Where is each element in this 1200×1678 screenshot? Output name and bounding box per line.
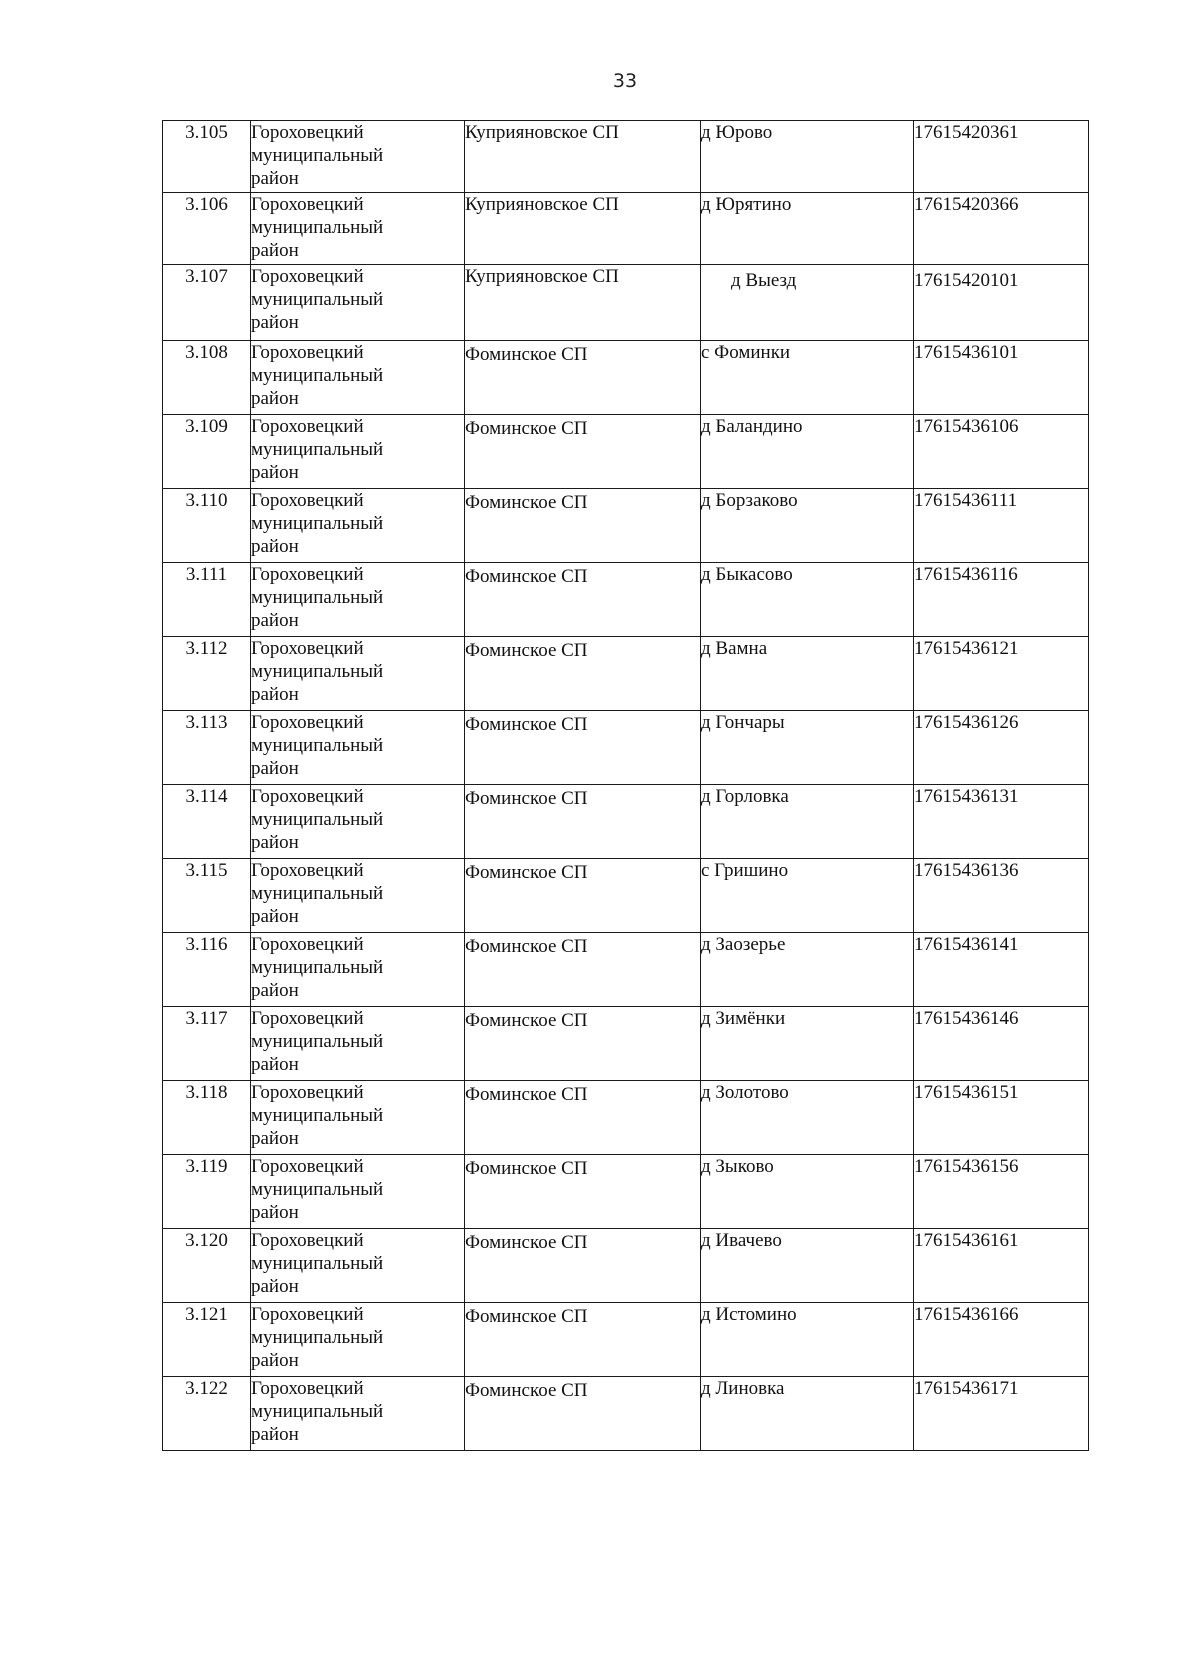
district-line: муниципальный	[251, 1179, 384, 1200]
district-line: Гороховецкий	[251, 1230, 364, 1251]
settlement-cell: Куприяновское СП	[465, 193, 701, 265]
district-line: Гороховецкий	[251, 1008, 364, 1029]
table-row	[163, 341, 1089, 415]
oktmo-code-cell: 17615436106	[914, 415, 1089, 489]
table-row	[163, 1229, 1089, 1303]
settlement-cell: Фоминское СП	[465, 1081, 701, 1155]
district-cell	[251, 1007, 465, 1081]
district-line: муниципальный	[251, 809, 384, 830]
district-cell	[251, 1155, 465, 1229]
row-number-cell: 3.112	[163, 637, 251, 711]
settlement-cell: Фоминское СП	[465, 1155, 701, 1229]
row-number-cell: 3.119	[163, 1155, 251, 1229]
district-cell	[251, 265, 465, 341]
district-line: муниципальный	[251, 513, 384, 534]
district-line: Гороховецкий	[251, 786, 364, 807]
district-line: муниципальный	[251, 1105, 384, 1126]
district-line: район	[251, 1054, 299, 1075]
district-cell	[251, 193, 465, 265]
settlements-table	[162, 120, 1089, 1451]
table-row	[163, 711, 1089, 785]
row-number-cell: 3.116	[163, 933, 251, 1007]
district-line: муниципальный	[251, 217, 384, 238]
table-row	[163, 1081, 1089, 1155]
table-row	[163, 1303, 1089, 1377]
locality-cell: д Юрятино	[701, 193, 914, 265]
locality-cell: с Фоминки	[701, 341, 914, 415]
district-line: район	[251, 684, 299, 705]
oktmo-code-cell: 17615436121	[914, 637, 1089, 711]
locality-cell: д Гончары	[701, 711, 914, 785]
settlement-cell: Фоминское СП	[465, 563, 701, 637]
row-number-cell: 3.122	[163, 1377, 251, 1451]
locality-cell: д Юрово	[701, 121, 914, 193]
district-line: Гороховецкий	[251, 564, 364, 585]
district-cell	[251, 1377, 465, 1451]
district-line: муниципальный	[251, 1253, 384, 1274]
oktmo-code-cell: 17615420361	[914, 121, 1089, 193]
settlement-cell: Фоминское СП	[465, 415, 701, 489]
district-cell	[251, 121, 465, 193]
row-number-cell: 3.114	[163, 785, 251, 859]
district-line: муниципальный	[251, 289, 384, 310]
district-line: район	[251, 388, 299, 409]
oktmo-code-cell: 17615436161	[914, 1229, 1089, 1303]
page-number: 33	[612, 70, 638, 92]
district-line: район	[251, 610, 299, 631]
district-line: Гороховецкий	[251, 1378, 364, 1399]
oktmo-code-cell: 17615420101	[914, 265, 1089, 341]
oktmo-code-cell: 17615436156	[914, 1155, 1089, 1229]
oktmo-code-cell: 17615436146	[914, 1007, 1089, 1081]
oktmo-code-cell: 17615420366	[914, 193, 1089, 265]
district-line: район	[251, 1350, 299, 1371]
district-cell	[251, 415, 465, 489]
district-line: муниципальный	[251, 735, 384, 756]
district-line: район	[251, 462, 299, 483]
district-line: Гороховецкий	[251, 122, 364, 143]
district-cell	[251, 1303, 465, 1377]
district-line: муниципальный	[251, 883, 384, 904]
row-number-cell: 3.115	[163, 859, 251, 933]
settlement-cell: Фоминское СП	[465, 785, 701, 859]
district-line: район	[251, 312, 299, 333]
row-number-cell: 3.121	[163, 1303, 251, 1377]
settlement-cell: Фоминское СП	[465, 859, 701, 933]
locality-cell: д Вамна	[701, 637, 914, 711]
district-line: муниципальный	[251, 145, 384, 166]
table-row	[163, 637, 1089, 711]
district-line: муниципальный	[251, 1031, 384, 1052]
row-number-cell: 3.111	[163, 563, 251, 637]
oktmo-code-cell: 17615436136	[914, 859, 1089, 933]
district-line: Гороховецкий	[251, 1082, 364, 1103]
table-row	[163, 1377, 1089, 1451]
district-line: муниципальный	[251, 1327, 384, 1348]
oktmo-code-cell: 17615436151	[914, 1081, 1089, 1155]
district-line: муниципальный	[251, 1401, 384, 1422]
oktmo-code-cell: 17615436111	[914, 489, 1089, 563]
row-number-cell: 3.120	[163, 1229, 251, 1303]
table-row	[163, 785, 1089, 859]
oktmo-code-cell: 17615436131	[914, 785, 1089, 859]
table-row	[163, 121, 1089, 193]
table-row	[163, 1007, 1089, 1081]
district-line: Гороховецкий	[251, 1304, 364, 1325]
district-line: район	[251, 168, 299, 189]
district-line: Гороховецкий	[251, 1156, 364, 1177]
district-line: Гороховецкий	[251, 934, 364, 955]
district-cell	[251, 341, 465, 415]
settlement-cell: Фоминское СП	[465, 1377, 701, 1451]
oktmo-code-cell: 17615436171	[914, 1377, 1089, 1451]
locality-cell: д Ивачево	[701, 1229, 914, 1303]
locality-cell: д Быкасово	[701, 563, 914, 637]
oktmo-code-cell: 17615436101	[914, 341, 1089, 415]
oktmo-code-cell: 17615436116	[914, 563, 1089, 637]
district-cell	[251, 637, 465, 711]
district-line: Гороховецкий	[251, 194, 364, 215]
settlement-cell: Фоминское СП	[465, 637, 701, 711]
locality-cell: с Гришино	[701, 859, 914, 933]
row-number-cell: 3.113	[163, 711, 251, 785]
row-number-cell: 3.117	[163, 1007, 251, 1081]
table-row	[163, 1155, 1089, 1229]
settlement-cell: Фоминское СП	[465, 1303, 701, 1377]
settlement-cell: Фоминское СП	[465, 1229, 701, 1303]
locality-cell: д Баландино	[701, 415, 914, 489]
district-line: район	[251, 832, 299, 853]
district-line: муниципальный	[251, 957, 384, 978]
settlement-cell: Фоминское СП	[465, 1007, 701, 1081]
row-number-cell: 3.108	[163, 341, 251, 415]
row-number-cell: 3.105	[163, 121, 251, 193]
row-number-cell: 3.106	[163, 193, 251, 265]
table-body	[163, 121, 1089, 1451]
row-number-cell: 3.118	[163, 1081, 251, 1155]
district-cell	[251, 1081, 465, 1155]
district-line: район	[251, 240, 299, 261]
locality-cell: д Заозерье	[701, 933, 914, 1007]
locality-cell: д Борзаково	[701, 489, 914, 563]
district-line: район	[251, 906, 299, 927]
district-cell	[251, 785, 465, 859]
district-line: район	[251, 1424, 299, 1445]
district-line: муниципальный	[251, 587, 384, 608]
district-line: Гороховецкий	[251, 342, 364, 363]
district-line: Гороховецкий	[251, 860, 364, 881]
district-cell	[251, 711, 465, 785]
settlement-cell: Фоминское СП	[465, 341, 701, 415]
settlement-cell: Куприяновское СП	[465, 121, 701, 193]
district-line: район	[251, 758, 299, 779]
table-row	[163, 933, 1089, 1007]
district-cell	[251, 1229, 465, 1303]
table-row	[163, 563, 1089, 637]
district-line: муниципальный	[251, 365, 384, 386]
district-line: Гороховецкий	[251, 266, 364, 287]
oktmo-code-cell: 17615436126	[914, 711, 1089, 785]
district-cell	[251, 859, 465, 933]
oktmo-code-cell: 17615436141	[914, 933, 1089, 1007]
locality-cell: д Выезд	[701, 265, 914, 341]
table-row	[163, 415, 1089, 489]
row-number-cell: 3.107	[163, 265, 251, 341]
district-cell	[251, 563, 465, 637]
table-row	[163, 489, 1089, 563]
district-line: муниципальный	[251, 439, 384, 460]
district-line: муниципальный	[251, 661, 384, 682]
table-row	[163, 265, 1089, 341]
row-number-cell: 3.109	[163, 415, 251, 489]
district-line: район	[251, 1202, 299, 1223]
district-line: район	[251, 980, 299, 1001]
district-cell	[251, 489, 465, 563]
locality-cell: д Горловка	[701, 785, 914, 859]
locality-cell: д Истомино	[701, 1303, 914, 1377]
district-line: район	[251, 1128, 299, 1149]
row-number-cell: 3.110	[163, 489, 251, 563]
district-line: район	[251, 1276, 299, 1297]
district-cell	[251, 933, 465, 1007]
locality-cell: д Золотово	[701, 1081, 914, 1155]
oktmo-code-cell: 17615436166	[914, 1303, 1089, 1377]
district-line: Гороховецкий	[251, 416, 364, 437]
settlement-cell: Куприяновское СП	[465, 265, 701, 341]
settlement-cell: Фоминское СП	[465, 933, 701, 1007]
district-line: Гороховецкий	[251, 490, 364, 511]
locality-cell: д Зыково	[701, 1155, 914, 1229]
settlement-cell: Фоминское СП	[465, 489, 701, 563]
district-line: район	[251, 536, 299, 557]
locality-cell: д Зимёнки	[701, 1007, 914, 1081]
table-row	[163, 193, 1089, 265]
table-row	[163, 859, 1089, 933]
locality-cell: д Линовка	[701, 1377, 914, 1451]
district-line: Гороховецкий	[251, 638, 364, 659]
district-line: Гороховецкий	[251, 712, 364, 733]
settlement-cell: Фоминское СП	[465, 711, 701, 785]
